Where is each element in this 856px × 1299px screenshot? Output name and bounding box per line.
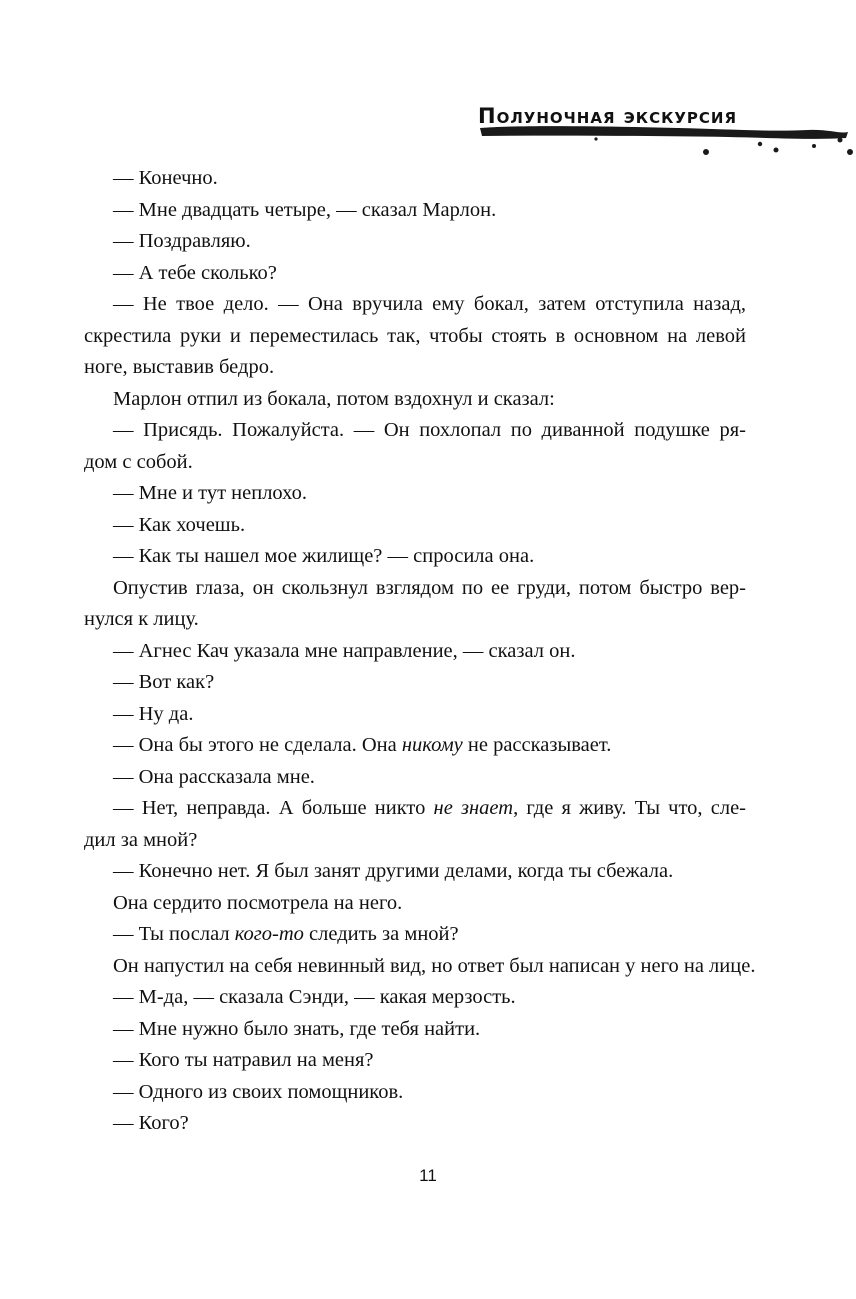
text-line: — Мне нужно было знать, где тебя найти.: [113, 1017, 481, 1040]
text-line: Опустив глаза, он скользнул взглядом по ее груди, потом быстро вер-: [113, 576, 746, 599]
text-line: — Как хочешь.: [113, 513, 246, 536]
running-header-title: Полуночная экскурсия: [478, 104, 738, 128]
emphasis-run: никому: [401, 734, 463, 756]
emphasis-run: кого-то: [234, 923, 304, 945]
text-run: — Нет, неправда. А больше никто: [113, 797, 434, 819]
text-line: дил за мной?: [84, 828, 198, 851]
text-line: — М-да, — сказала Сэнди, — какая мерзость.: [113, 986, 516, 1008]
text-line: — Конечно.: [113, 167, 218, 189]
text-line: — Конечно нет. Я был занят другими делами, когда ты сбежала.: [113, 860, 674, 882]
text-line: — Она рассказала мне.: [113, 765, 315, 788]
text-line: — Агнес Кач указала мне направление, — сказал он.: [113, 639, 576, 662]
text-line: Он напустил на себя невинный вид, но ответ был написан у него на лице.: [113, 954, 756, 977]
text-run: , где я живу. Ты что, сле-: [513, 797, 747, 819]
page-number: 11: [419, 1166, 437, 1185]
text-line: — Кого ты натравил на меня?: [113, 1049, 374, 1071]
body-text: [84, 163, 756, 1140]
emphasis-run: не знает: [433, 797, 514, 819]
text-run: не рассказывает.: [462, 734, 612, 756]
text-line: [84, 793, 746, 825]
text-line: — Одного из своих помощников.: [113, 1080, 404, 1103]
text-line: — Ну да.: [113, 702, 194, 725]
text-line: — Мне и тут неплохо.: [113, 482, 308, 504]
text-run: — Ты послал: [113, 923, 235, 945]
text-line: — А тебе сколько?: [113, 261, 277, 284]
text-run: следить за мной?: [303, 923, 459, 945]
text-run: — Она бы этого не сделала. Она: [113, 734, 402, 756]
text-line: Марлон отпил из бокала, потом вздохнул и сказал:: [113, 387, 555, 410]
text-line: — Как ты нашел мое жилище? — спросила она.: [113, 545, 535, 567]
text-line: — Кого?: [113, 1112, 189, 1134]
running-header: [478, 92, 856, 162]
text-line: ноге, выставив бедро.: [84, 356, 275, 378]
text-line: дом с собой.: [84, 450, 193, 473]
text-line: нулся к лицу.: [84, 608, 199, 630]
text-line: Она сердито посмотрела на него.: [113, 891, 403, 914]
text-line: — Вот как?: [113, 671, 215, 693]
text-line: — Не твое дело. — Она вручила ему бокал, затем отступила назад,: [113, 293, 746, 315]
text-line: — Поздравляю.: [113, 230, 251, 252]
text-line: — Мне двадцать четыре, — сказал Марлон.: [113, 198, 497, 221]
text-line: [84, 919, 746, 951]
text-line: — Присядь. Пожалуйста. — Он похлопал по диванной подушке ря-: [113, 419, 746, 441]
text-line: [84, 730, 746, 762]
text-line: скрестила руки и переместилась так, чтобы стоять в основном на левой: [84, 324, 746, 347]
